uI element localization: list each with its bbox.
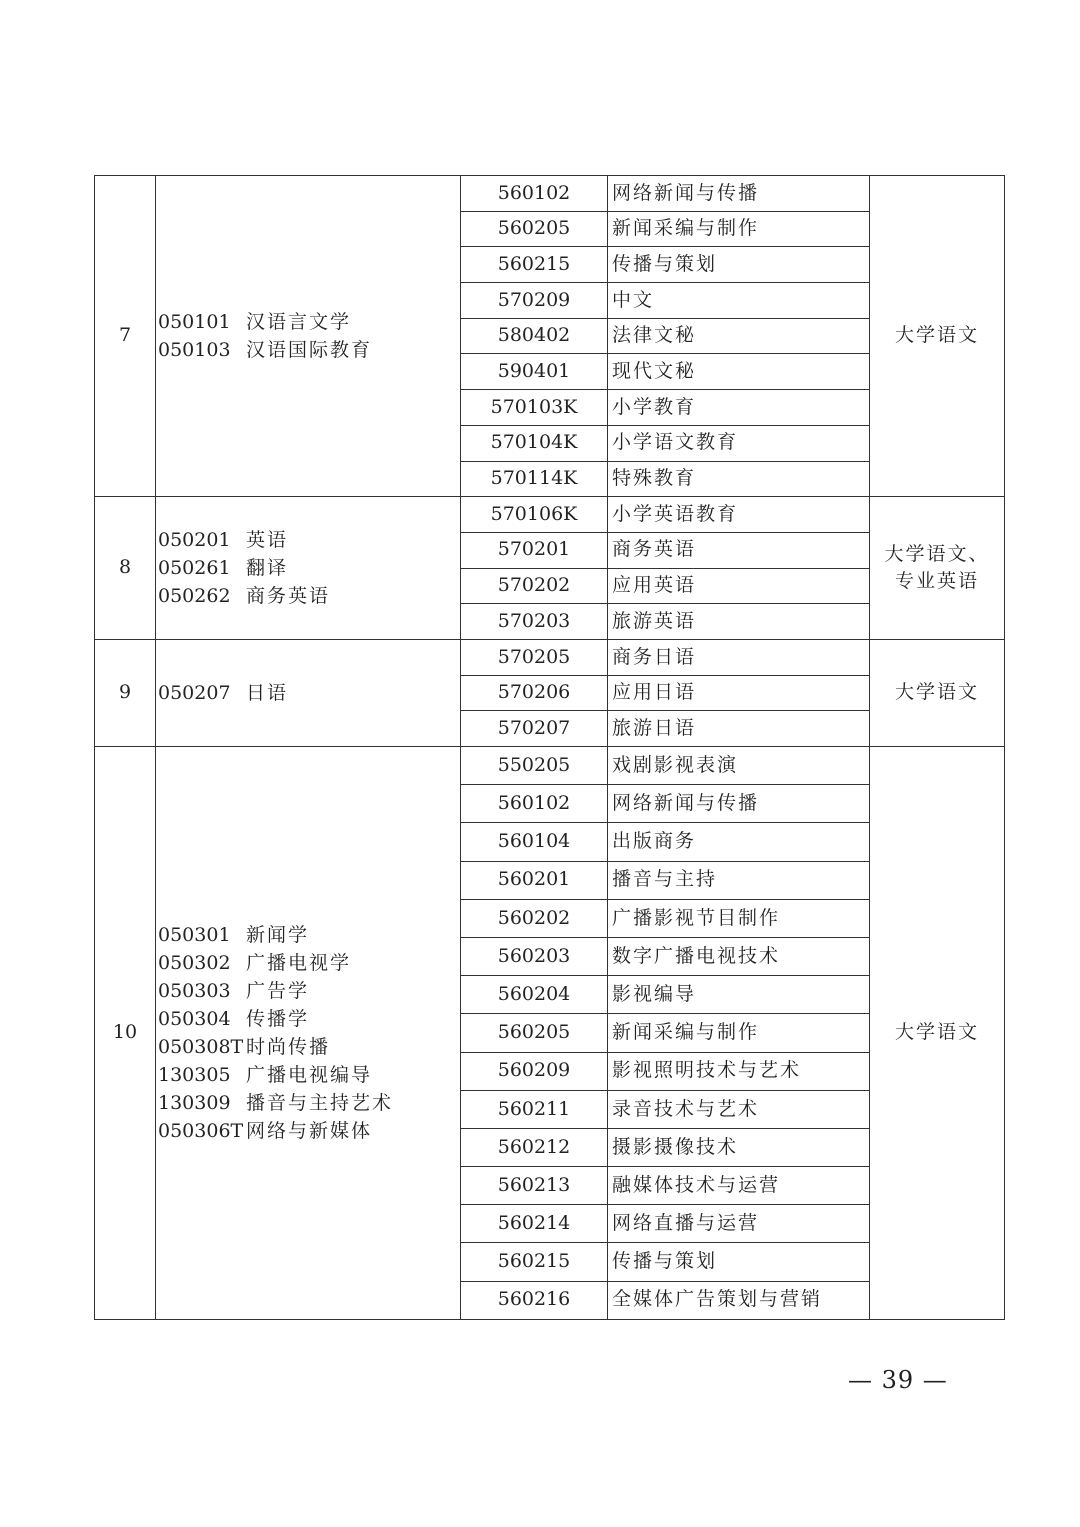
major-mapping-table [94,175,1005,1320]
vocational-major-name: 戏剧影视表演 [608,747,870,785]
undergrad-major-code: 050304 [158,1007,231,1030]
exam-subject: 大学语文、 [884,542,990,565]
vocational-major-code: 560201 [461,861,608,899]
vocational-major-name: 新闻采编与制作 [608,211,870,247]
exam-subjects-cell [870,747,1005,1320]
undergrad-major [158,1089,460,1117]
vocational-major-code: 560211 [461,1090,608,1128]
undergrad-major-name: 日语 [246,681,289,704]
vocational-major-code: 590401 [461,354,608,390]
table-row [95,747,1005,785]
vocational-major-name: 应用英语 [608,568,870,604]
vocational-major-code: 570114K [461,461,608,497]
table-row [95,176,1005,212]
vocational-major-name: 小学英语教育 [608,497,870,533]
vocational-major-code: 560213 [461,1167,608,1205]
exam-subject: 专业英语 [894,570,979,593]
undergrad-major-name: 网络与新媒体 [246,1119,373,1142]
undergrad-major-name: 广播电视学 [246,951,352,974]
vocational-major-code: 560204 [461,976,608,1014]
undergrad-major [158,1005,460,1033]
table-row [95,639,1005,675]
vocational-major-code: 570104K [461,425,608,461]
undergrad-major-name: 汉语言文学 [246,311,352,334]
undergrad-major [158,977,460,1005]
vocational-major-name: 商务日语 [608,639,870,675]
undergrad-major [158,554,460,582]
vocational-major-name: 应用日语 [608,675,870,711]
vocational-major-code: 560102 [461,785,608,823]
undergrad-major-code: 050103 [158,339,231,362]
vocational-major-name: 融媒体技术与运营 [608,1167,870,1205]
group-number: 10 [95,747,156,1320]
vocational-major-name: 传播与策划 [608,1243,870,1281]
vocational-major-name: 网络直播与运营 [608,1205,870,1243]
undergrad-major-name: 播音与主持艺术 [246,1091,394,1114]
vocational-major-name: 旅游日语 [608,711,870,747]
undergrad-major [158,1117,460,1145]
undergrad-major-name: 汉语国际教育 [246,339,373,362]
page-number: — 39 — [848,1366,948,1394]
vocational-major-code: 570106K [461,497,608,533]
vocational-major-code: 570203 [461,604,608,640]
vocational-major-name: 影视编导 [608,976,870,1014]
undergrad-major-code: 050303 [158,979,231,1002]
undergrad-major-name: 新闻学 [246,923,310,946]
undergrad-major-code: 130305 [158,1063,231,1086]
vocational-major-name: 网络新闻与传播 [608,785,870,823]
group-number: 7 [95,176,156,497]
vocational-major-code: 560214 [461,1205,608,1243]
group-number: 9 [95,639,156,746]
vocational-major-code: 570209 [461,283,608,319]
vocational-major-code: 560104 [461,823,608,861]
undergrad-major [158,1061,460,1089]
undergrad-major-code: 050261 [158,557,231,580]
undergrad-major-code: 050262 [158,585,231,608]
undergrad-major-code: 050302 [158,951,231,974]
vocational-major-code: 570205 [461,639,608,675]
vocational-major-name: 影视照明技术与艺术 [608,1052,870,1090]
undergrad-major-code: 050301 [158,923,231,946]
undergrad-major [158,949,460,977]
undergrad-major-code: 130309 [158,1091,231,1114]
vocational-major-code: 560202 [461,899,608,937]
group-number: 8 [95,497,156,640]
table-body [95,176,1005,1320]
vocational-major-code: 560212 [461,1128,608,1166]
undergrad-major [158,336,460,364]
vocational-major-name: 中文 [608,283,870,319]
undergrad-major [158,921,460,949]
vocational-major-code: 560102 [461,176,608,212]
vocational-major-name: 摄影摄像技术 [608,1128,870,1166]
undergrad-major [158,679,460,707]
table-row [95,497,1005,533]
vocational-major-code: 560215 [461,1243,608,1281]
vocational-major-code: 570207 [461,711,608,747]
vocational-major-code: 560205 [461,211,608,247]
undergrad-majors-cell [156,747,461,1320]
undergrad-major-name: 时尚传播 [246,1035,331,1058]
vocational-major-name: 广播影视节目制作 [608,899,870,937]
vocational-major-name: 播音与主持 [608,861,870,899]
undergrad-major-code: 050306T [158,1119,244,1142]
vocational-major-name: 现代文秘 [608,354,870,390]
undergrad-major [158,526,460,554]
vocational-major-name: 商务英语 [608,532,870,568]
exam-subject: 大学语文 [894,681,979,704]
undergrad-major-code: 050308T [158,1035,244,1058]
vocational-major-name: 全媒体广告策划与营销 [608,1281,870,1319]
exam-subjects-cell [870,176,1005,497]
undergrad-major-name: 广播电视编导 [246,1063,373,1086]
vocational-major-name: 小学教育 [608,390,870,426]
undergrad-majors-cell [156,497,461,640]
undergrad-major [158,582,460,610]
undergrad-major [158,308,460,336]
undergrad-major [158,1033,460,1061]
vocational-major-name: 特殊教育 [608,461,870,497]
vocational-major-code: 570206 [461,675,608,711]
vocational-major-name: 录音技术与艺术 [608,1090,870,1128]
vocational-major-code: 570103K [461,390,608,426]
exam-subject: 大学语文 [894,1021,979,1044]
undergrad-major-name: 传播学 [246,1007,310,1030]
undergrad-major-name: 广告学 [246,979,310,1002]
undergrad-major-name: 英语 [246,529,289,552]
vocational-major-code: 560205 [461,1014,608,1052]
vocational-major-code: 560203 [461,937,608,975]
vocational-major-name: 法律文秘 [608,318,870,354]
vocational-major-name: 旅游英语 [608,604,870,640]
vocational-major-name: 新闻采编与制作 [608,1014,870,1052]
vocational-major-code: 560215 [461,247,608,283]
vocational-major-code: 570201 [461,532,608,568]
undergrad-major-code: 050201 [158,529,231,552]
vocational-major-name: 小学语文教育 [608,425,870,461]
vocational-major-code: 570202 [461,568,608,604]
exam-subjects-cell [870,497,1005,640]
vocational-major-code: 560216 [461,1281,608,1319]
vocational-major-code: 550205 [461,747,608,785]
undergrad-major-name: 商务英语 [246,585,331,608]
exam-subject: 大学语文 [894,324,979,347]
undergrad-majors-cell [156,639,461,746]
vocational-major-name: 网络新闻与传播 [608,176,870,212]
undergrad-major-code: 050101 [158,311,231,334]
vocational-major-name: 数字广播电视技术 [608,937,870,975]
vocational-major-code: 580402 [461,318,608,354]
exam-subjects-cell [870,639,1005,746]
vocational-major-code: 560209 [461,1052,608,1090]
undergrad-major-name: 翻译 [246,557,289,580]
undergrad-major-code: 050207 [158,681,231,704]
vocational-major-name: 出版商务 [608,823,870,861]
undergrad-majors-cell [156,176,461,497]
vocational-major-name: 传播与策划 [608,247,870,283]
